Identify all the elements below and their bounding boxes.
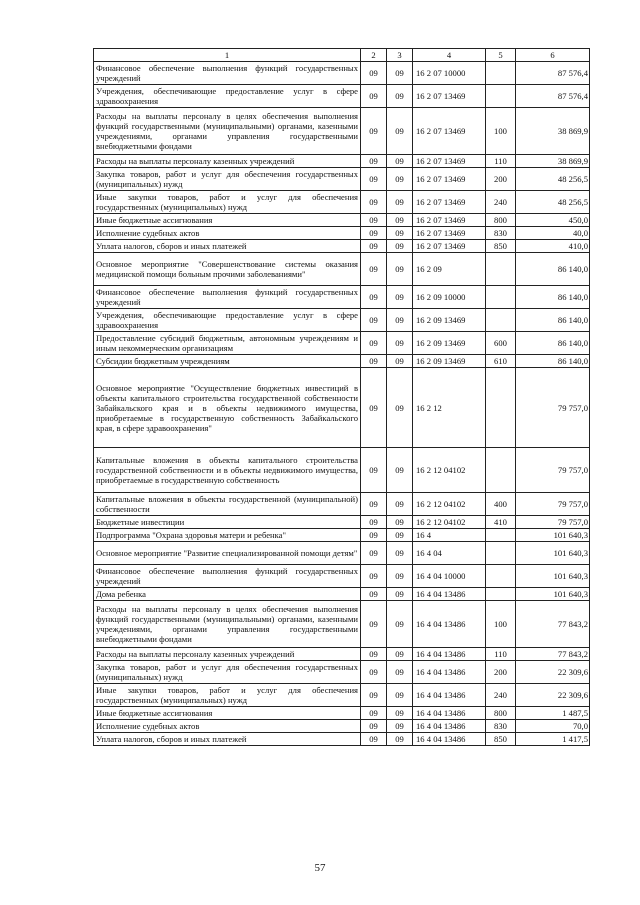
- row-section: 09: [361, 240, 387, 253]
- row-expense-type: [486, 62, 516, 85]
- row-target-article: 16 4 04 13486: [413, 588, 486, 601]
- header-col-2: 2: [361, 49, 387, 62]
- row-amount: 70,0: [516, 720, 590, 733]
- row-amount: 87 576,4: [516, 85, 590, 108]
- row-amount: 77 843,2: [516, 648, 590, 661]
- row-section: 09: [361, 227, 387, 240]
- row-amount: 38 869,9: [516, 108, 590, 155]
- row-expense-type: 110: [486, 648, 516, 661]
- row-amount: 79 757,0: [516, 493, 590, 516]
- row-subsection: 09: [387, 240, 413, 253]
- row-subsection: 09: [387, 720, 413, 733]
- row-section: 09: [361, 565, 387, 588]
- row-section: 09: [361, 286, 387, 309]
- row-target-article: 16 4 04 13486: [413, 707, 486, 720]
- row-amount: 48 256,5: [516, 191, 590, 214]
- row-expense-type: 600: [486, 332, 516, 355]
- row-target-article: 16 4 04 13486: [413, 684, 486, 707]
- row-description: Иные закупки товаров, работ и услуг для обеспечения государственных (муниципальных) нужд: [94, 191, 361, 214]
- row-expense-type: [486, 542, 516, 565]
- row-target-article: 16 4 04: [413, 542, 486, 565]
- row-target-article: 16 2 12 04102: [413, 448, 486, 493]
- row-amount: 22 309,6: [516, 684, 590, 707]
- table-row: [94, 191, 590, 214]
- row-section: 09: [361, 332, 387, 355]
- row-section: 09: [361, 253, 387, 286]
- row-section: 09: [361, 493, 387, 516]
- row-section: 09: [361, 355, 387, 368]
- row-target-article: 16 2 07 13469: [413, 155, 486, 168]
- row-description: Иные закупки товаров, работ и услуг для обеспечения государственных (муниципальных) нужд: [94, 684, 361, 707]
- row-amount: 101 640,3: [516, 565, 590, 588]
- row-subsection: 09: [387, 309, 413, 332]
- row-section: 09: [361, 661, 387, 684]
- row-target-article: 16 2 07 13469: [413, 168, 486, 191]
- row-description: Уплата налогов, сборов и иных платежей: [94, 240, 361, 253]
- row-description: Предоставление субсидий бюджетным, автономным учреждениям и иным некоммерческим организациям: [94, 332, 361, 355]
- row-description: Финансовое обеспечение выполнения функций государственных учреждений: [94, 286, 361, 309]
- row-target-article: 16 4 04 13486: [413, 601, 486, 648]
- row-description: Финансовое обеспечение выполнения функций государственных учреждений: [94, 62, 361, 85]
- header-col-5: 5: [486, 49, 516, 62]
- row-amount: 79 757,0: [516, 448, 590, 493]
- row-subsection: 09: [387, 227, 413, 240]
- table-row: [94, 493, 590, 516]
- row-section: 09: [361, 720, 387, 733]
- row-section: 09: [361, 214, 387, 227]
- row-expense-type: 850: [486, 240, 516, 253]
- row-target-article: 16 2 07 13469: [413, 85, 486, 108]
- row-subsection: 09: [387, 214, 413, 227]
- row-target-article: 16 2 09 13469: [413, 355, 486, 368]
- table-body: [94, 49, 590, 746]
- row-section: 09: [361, 168, 387, 191]
- row-subsection: 09: [387, 168, 413, 191]
- row-expense-type: [486, 448, 516, 493]
- table-row: [94, 648, 590, 661]
- row-expense-type: [486, 309, 516, 332]
- row-subsection: 09: [387, 733, 413, 746]
- row-subsection: 09: [387, 368, 413, 448]
- row-amount: 86 140,0: [516, 286, 590, 309]
- table-row: [94, 214, 590, 227]
- row-subsection: 09: [387, 516, 413, 529]
- table-row: [94, 601, 590, 648]
- row-amount: 77 843,2: [516, 601, 590, 648]
- table-row: [94, 309, 590, 332]
- row-subsection: 09: [387, 355, 413, 368]
- header-col-3: 3: [387, 49, 413, 62]
- row-target-article: 16 4 04 13486: [413, 661, 486, 684]
- row-subsection: 09: [387, 286, 413, 309]
- table-row: [94, 733, 590, 746]
- row-subsection: 09: [387, 601, 413, 648]
- row-expense-type: 200: [486, 661, 516, 684]
- row-section: 09: [361, 601, 387, 648]
- table-row: [94, 720, 590, 733]
- row-target-article: 16 2 07 13469: [413, 191, 486, 214]
- row-expense-type: [486, 85, 516, 108]
- row-description: Исполнение судебных актов: [94, 227, 361, 240]
- row-target-article: 16 2 09 10000: [413, 286, 486, 309]
- row-amount: 79 757,0: [516, 516, 590, 529]
- row-amount: 79 757,0: [516, 368, 590, 448]
- row-description: Исполнение судебных актов: [94, 720, 361, 733]
- row-expense-type: 100: [486, 601, 516, 648]
- row-description: Субсидии бюджетным учреждениям: [94, 355, 361, 368]
- table-row: [94, 542, 590, 565]
- table-row: [94, 332, 590, 355]
- row-expense-type: [486, 253, 516, 286]
- row-description: Учреждения, обеспечивающие предоставление услуг в сфере здравоохранения: [94, 309, 361, 332]
- row-description: Основное мероприятие "Развитие специализированной помощи детям": [94, 542, 361, 565]
- row-subsection: 09: [387, 108, 413, 155]
- row-expense-type: 850: [486, 733, 516, 746]
- row-expense-type: [486, 588, 516, 601]
- row-section: 09: [361, 368, 387, 448]
- row-target-article: 16 2 09 13469: [413, 332, 486, 355]
- table-row: [94, 286, 590, 309]
- row-description: Уплата налогов, сборов и иных платежей: [94, 733, 361, 746]
- row-description: Основное мероприятие "Осуществление бюджетных инвестиций в объекты капитального строительства государственной собственности Забайкальского края и в объекты недвижимого имущества, приобретаемые в государственную собственность Забайкальского края, в сфере здравоохранения": [94, 368, 361, 448]
- row-description: Расходы на выплаты персоналу в целях обеспечения выполнения функций государственными (муниципальными) органами, казенными учреждениями, органами управления государственными внебюджетными фондами: [94, 108, 361, 155]
- row-amount: 410,0: [516, 240, 590, 253]
- table-row: [94, 253, 590, 286]
- row-section: 09: [361, 707, 387, 720]
- row-subsection: 09: [387, 684, 413, 707]
- row-expense-type: 400: [486, 493, 516, 516]
- table-row: [94, 227, 590, 240]
- header-col-6: 6: [516, 49, 590, 62]
- row-subsection: 09: [387, 542, 413, 565]
- row-target-article: 16 4 04 13486: [413, 733, 486, 746]
- row-section: 09: [361, 648, 387, 661]
- row-amount: 450,0: [516, 214, 590, 227]
- row-section: 09: [361, 516, 387, 529]
- row-section: 09: [361, 588, 387, 601]
- row-expense-type: 410: [486, 516, 516, 529]
- row-subsection: 09: [387, 332, 413, 355]
- row-section: 09: [361, 108, 387, 155]
- row-amount: 101 640,3: [516, 588, 590, 601]
- row-target-article: 16 4 04 10000: [413, 565, 486, 588]
- row-expense-type: [486, 286, 516, 309]
- row-amount: 86 140,0: [516, 309, 590, 332]
- table-row: [94, 168, 590, 191]
- row-amount: 86 140,0: [516, 355, 590, 368]
- row-section: 09: [361, 542, 387, 565]
- row-expense-type: 110: [486, 155, 516, 168]
- row-expense-type: 100: [486, 108, 516, 155]
- table-row: [94, 108, 590, 155]
- row-target-article: 16 2 07 13469: [413, 227, 486, 240]
- row-expense-type: [486, 565, 516, 588]
- row-description: Финансовое обеспечение выполнения функций государственных учреждений: [94, 565, 361, 588]
- table-row: [94, 155, 590, 168]
- row-description: Бюджетные инвестиции: [94, 516, 361, 529]
- row-target-article: 16 4 04 13486: [413, 720, 486, 733]
- row-amount: 87 576,4: [516, 62, 590, 85]
- row-subsection: 09: [387, 62, 413, 85]
- row-amount: 86 140,0: [516, 332, 590, 355]
- row-description: Капитальные вложения в объекты государственной (муниципальной) собственности: [94, 493, 361, 516]
- table-row: [94, 355, 590, 368]
- table-row: [94, 565, 590, 588]
- row-subsection: 09: [387, 191, 413, 214]
- row-target-article: 16 2 09: [413, 253, 486, 286]
- row-description: Иные бюджетные ассигнования: [94, 707, 361, 720]
- row-subsection: 09: [387, 493, 413, 516]
- row-target-article: 16 2 07 13469: [413, 108, 486, 155]
- row-target-article: 16 2 12 04102: [413, 493, 486, 516]
- row-description: Закупка товаров, работ и услуг для обеспечения государственных (муниципальных) нужд: [94, 168, 361, 191]
- table-row: [94, 85, 590, 108]
- row-expense-type: 200: [486, 168, 516, 191]
- table-row: [94, 448, 590, 493]
- table-row: [94, 707, 590, 720]
- table-row: [94, 62, 590, 85]
- row-section: 09: [361, 191, 387, 214]
- row-amount: 86 140,0: [516, 253, 590, 286]
- row-subsection: 09: [387, 565, 413, 588]
- row-target-article: 16 2 09 13469: [413, 309, 486, 332]
- row-amount: 38 869,9: [516, 155, 590, 168]
- header-col-4: 4: [413, 49, 486, 62]
- row-subsection: 09: [387, 648, 413, 661]
- row-section: 09: [361, 309, 387, 332]
- table-row: [94, 368, 590, 448]
- row-target-article: 16 4 04 13486: [413, 648, 486, 661]
- row-amount: 22 309,6: [516, 661, 590, 684]
- row-target-article: 16 2 07 13469: [413, 240, 486, 253]
- row-target-article: 16 2 12: [413, 368, 486, 448]
- row-subsection: 09: [387, 707, 413, 720]
- row-amount: 1 487,5: [516, 707, 590, 720]
- row-subsection: 09: [387, 448, 413, 493]
- row-amount: 101 640,3: [516, 542, 590, 565]
- row-section: 09: [361, 62, 387, 85]
- table-row: [94, 588, 590, 601]
- table-row: [94, 516, 590, 529]
- row-section: 09: [361, 155, 387, 168]
- row-description: Капитальные вложения в объекты капитального строительства государственной собственности и в объекты недвижимого имущества, приобретаемые в государственную собственность: [94, 448, 361, 493]
- table-row: [94, 661, 590, 684]
- row-description: Расходы на выплаты персоналу казенных учреждений: [94, 648, 361, 661]
- row-expense-type: [486, 368, 516, 448]
- row-expense-type: 240: [486, 191, 516, 214]
- row-expense-type: [486, 529, 516, 542]
- row-expense-type: 240: [486, 684, 516, 707]
- row-expense-type: 610: [486, 355, 516, 368]
- row-section: 09: [361, 684, 387, 707]
- row-subsection: 09: [387, 661, 413, 684]
- row-expense-type: 800: [486, 707, 516, 720]
- table-row: [94, 529, 590, 542]
- row-section: 09: [361, 733, 387, 746]
- row-section: 09: [361, 85, 387, 108]
- row-subsection: 09: [387, 85, 413, 108]
- row-amount: 1 417,5: [516, 733, 590, 746]
- table-row: [94, 240, 590, 253]
- header-col-1: 1: [94, 49, 361, 62]
- row-section: 09: [361, 529, 387, 542]
- row-description: Учреждения, обеспечивающие предоставление услуг в сфере здравоохранения: [94, 85, 361, 108]
- row-description: Дома ребенка: [94, 588, 361, 601]
- row-description: Подпрограмма "Охрана здоровья матери и ребенка": [94, 529, 361, 542]
- row-amount: 40,0: [516, 227, 590, 240]
- row-description: Основное мероприятие "Совершенствование системы оказания медицинской помощи больным прочими заболеваниями": [94, 253, 361, 286]
- row-target-article: 16 4: [413, 529, 486, 542]
- row-amount: 101 640,3: [516, 529, 590, 542]
- row-subsection: 09: [387, 529, 413, 542]
- page-number: 57: [314, 862, 326, 874]
- row-description: Закупка товаров, работ и услуг для обеспечения государственных (муниципальных) нужд: [94, 661, 361, 684]
- row-expense-type: 830: [486, 720, 516, 733]
- row-target-article: 16 2 07 13469: [413, 214, 486, 227]
- row-expense-type: 800: [486, 214, 516, 227]
- row-subsection: 09: [387, 155, 413, 168]
- row-subsection: 09: [387, 253, 413, 286]
- row-target-article: 16 2 07 10000: [413, 62, 486, 85]
- table-header-row: [94, 49, 590, 62]
- row-target-article: 16 2 12 04102: [413, 516, 486, 529]
- row-amount: 48 256,5: [516, 168, 590, 191]
- budget-table: [93, 48, 590, 746]
- row-expense-type: 830: [486, 227, 516, 240]
- row-subsection: 09: [387, 588, 413, 601]
- table-row: [94, 684, 590, 707]
- row-description: Расходы на выплаты персоналу казенных учреждений: [94, 155, 361, 168]
- row-section: 09: [361, 448, 387, 493]
- row-description: Расходы на выплаты персоналу в целях обеспечения выполнения функций государственными (муниципальными) органами, казенными учреждениями, органами управления государственными внебюджетными фондами: [94, 601, 361, 648]
- row-description: Иные бюджетные ассигнования: [94, 214, 361, 227]
